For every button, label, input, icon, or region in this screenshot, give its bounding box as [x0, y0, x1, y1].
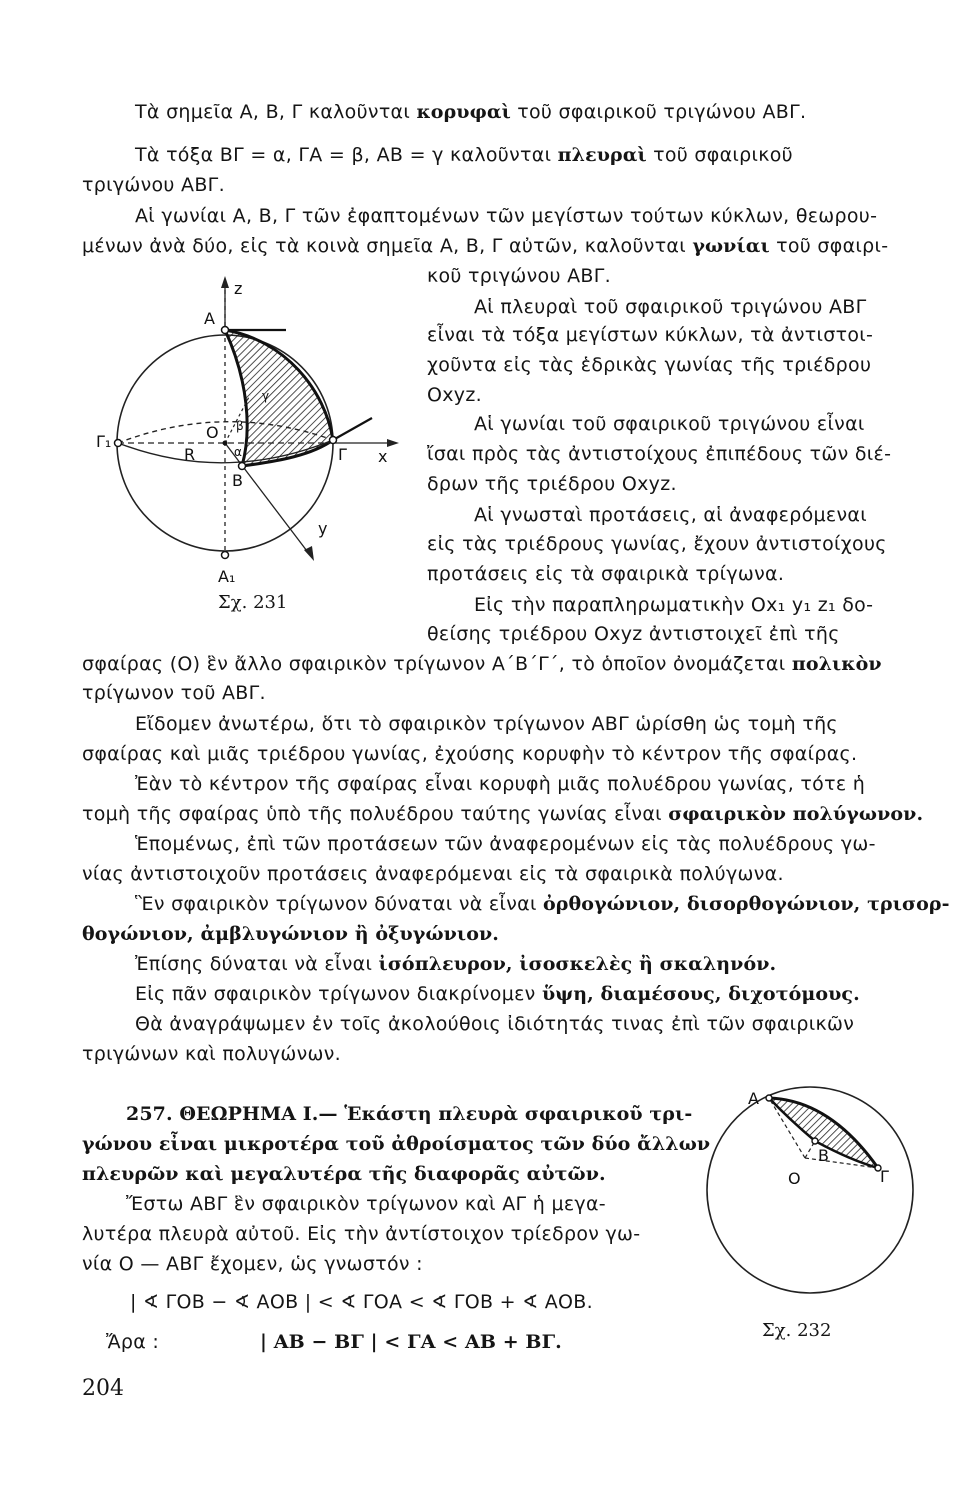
- text-line: Ἔστω ΑΒΓ ἓν σφαιρικὸν τρίγωνον καὶ ΑΓ ἡ μεγα-: [126, 1193, 606, 1215]
- text-line: Ἐὰν τὸ κέντρον τῆς σφαίρας εἶναι κορυφὴ μιᾶς πολυέδρου γωνίας, τότε ἡ: [135, 773, 866, 795]
- text-line: Ἓν σφαιρικὸν τρίγωνον δύναται νὰ εἶναι ὀρθογώνιον, δισορθογώνιον, τρισορ-: [135, 893, 950, 915]
- text-line: Εἴδομεν ἀνωτέρω, ὅτι τὸ σφαιρικὸν τρίγωνον ΑΒΓ ὡρίσθη ὡς τομὴ τῆς: [135, 713, 838, 735]
- text-line: κοῦ τριγώνου ΑΒΓ.: [427, 265, 611, 287]
- point-label-A: Α: [204, 309, 215, 328]
- point-label-O: Ο: [206, 423, 219, 442]
- point-label-G: Γ: [880, 1167, 889, 1186]
- point-label-A1: Α₁: [218, 567, 236, 586]
- text-line: ἴσαι πρὸς τὰς ἀντιστοίχους ἐπιπέδους τῶν διέ-: [427, 443, 892, 465]
- figure-caption: Σχ. 231: [218, 592, 288, 613]
- text-line: νία Ο — ΑΒΓ ἔχομεν, ὡς γνωστόν :: [82, 1253, 423, 1275]
- text-line: Αἱ γνωσταὶ προτάσεις, αἱ ἀναφερόμεναι: [474, 504, 867, 526]
- text-line: εἰς τὰς τριέδρους γωνίας, ἔχουν ἀντιστοίχους: [427, 533, 887, 555]
- text-line: θογώνιον, ἀμβλυγώνιον ἢ ὀξυγώνιον.: [82, 923, 499, 945]
- theorem-heading: 257. ΘΕΩΡΗΜΑ Ι.— Ἑκάστη πλευρὰ σφαιρικοῦ τρι-: [126, 1103, 693, 1125]
- text-line: προτάσεις εἰς τὰ σφαιρικὰ τρίγωνα.: [427, 563, 785, 585]
- text-line: δρων τῆς τριέδρου Οxyz.: [427, 473, 677, 495]
- angle-label-gamma: γ: [262, 389, 270, 403]
- text-line: Τὰ τόξα ΒΓ = α, ΓΑ = β, ΑΒ = γ καλοῦνται πλευραὶ τοῦ σφαιρικοῦ: [135, 144, 793, 166]
- text-line: σφαίρας (Ο) ἓν ἄλλο σφαιρικὸν τρίγωνον Α΄Β΄Γ΄, τὸ ὁποῖον ὀνομάζεται πολικὸν: [82, 653, 882, 675]
- text-line: λυτέρα πλευρὰ αὐτοῦ. Εἰς τὴν ἀντίστοιχον τρίεδρον γω-: [82, 1223, 641, 1245]
- text-line: Ἄρα :: [106, 1331, 160, 1353]
- page-number: 204: [82, 1376, 124, 1401]
- figure-caption: Σχ. 232: [762, 1320, 832, 1341]
- text-line: Οxyz.: [427, 384, 482, 406]
- theorem-text: πλευρῶν καὶ μεγαλυτέρα τῆς διαφορᾶς αὐτῶν.: [82, 1163, 606, 1185]
- text-line: Εἰς τὴν παραπληρωματικὴν Οx₁ y₁ z₁ δο-: [474, 594, 874, 616]
- angle-label-beta: β: [236, 419, 244, 433]
- text-line: Αἱ γωνίαι τοῦ σφαιρικοῦ τριγώνου εἶναι: [474, 413, 865, 435]
- theorem-text: γώνου εἶναι μικροτέρα τοῦ ἀθροίσματος τῶν δύο ἄλλων: [82, 1133, 711, 1155]
- formula: | ∢ ΓΟΒ − ∢ ΑΟΒ | < ∢ ΓΟΑ < ∢ ΓΟΒ + ∢ ΑΟΒ.: [130, 1291, 593, 1313]
- text-line: Ἑπομένως, ἐπὶ τῶν προτάσεων τῶν ἀναφερομένων εἰς τὰς πολυέδρους γω-: [135, 833, 876, 855]
- axis-label-z: z: [234, 279, 243, 298]
- text-line: Αἱ γωνίαι Α, Β, Γ τῶν ἐφαπτομένων τῶν μεγίστων τούτων κύκλων, θεωρου-: [135, 205, 878, 227]
- point-label-B: Β: [818, 1146, 829, 1165]
- text-line: τομὴ τῆς σφαίρας ὑπὸ τῆς πολυέδρου ταύτης γωνίας εἶναι σφαιρικὸν πολύγωνον.: [82, 803, 924, 825]
- figure-232: [700, 1080, 920, 1300]
- text-line: τριγώνου ΑΒΓ.: [82, 174, 225, 196]
- text-line: Τὰ σημεῖα Α, Β, Γ καλοῦνται κορυφαὶ τοῦ σφαιρικοῦ τριγώνου ΑΒΓ.: [135, 101, 807, 123]
- text-line: Θὰ ἀναγράψωμεν ἐν τοῖς ἀκολούθοις ἰδιότητάς τινας ἐπὶ τῶν σφαιρικῶν: [135, 1013, 855, 1035]
- point-label-A: Α: [748, 1089, 759, 1108]
- text-line: Εἰς πᾶν σφαιρικὸν τρίγωνον διακρίνομεν ὕψη, διαμέσους, διχοτόμους.: [135, 983, 860, 1005]
- axis-label-x: x: [378, 447, 388, 466]
- axis-label-y: y: [318, 519, 328, 538]
- formula-result: | ΑΒ − ΒΓ | < ΓΑ < ΑΒ + ΒΓ.: [260, 1331, 562, 1353]
- text-line: τρίγωνον τοῦ ΑΒΓ.: [82, 682, 266, 704]
- text-line: σφαίρας καὶ μιᾶς τριέδρου γωνίας, ἐχούσης κορυφὴν τὸ κέντρον τῆς σφαίρας.: [82, 743, 858, 765]
- text-line: μένων ἀνὰ δύο, εἰς τὰ κοινὰ σημεῖα Α, Β, Γ αὐτῶν, καλοῦνται γωνίαι τοῦ σφαιρι-: [82, 235, 889, 257]
- text-line: νίας ἀντιστοιχοῦν προτάσεις ἀναφερόμεναι εἰς τὰ σφαιρικὰ πολύγωνα.: [82, 863, 784, 885]
- point-label-O: Ο: [788, 1169, 801, 1188]
- text-line: εἶναι τὰ τόξα μεγίστων κύκλων, τὰ ἀντιστοι-: [427, 324, 874, 346]
- point-label-gamma1: Γ₁: [96, 432, 112, 451]
- text-line: Ἐπίσης δύναται νὰ εἶναι ἰσόπλευρον, ἰσοσκελὲς ἢ σκαληνόν.: [135, 953, 777, 975]
- radius-label: R: [184, 445, 196, 464]
- text-line: Αἱ πλευραὶ τοῦ σφαιρικοῦ τριγώνου ΑΒΓ: [474, 296, 867, 318]
- point-label-G: Γ: [338, 445, 347, 464]
- point-label-B: Β: [232, 471, 243, 490]
- angle-label-alpha: α: [234, 445, 242, 459]
- text-line: χοῦντα εἰς τὰς ἑδρικὰς γωνίας τῆς τριέδρου: [427, 354, 872, 376]
- figure-231: [78, 268, 423, 598]
- text-line: θείσης τριέδρου Οxyz ἀντιστοιχεῖ ἐπὶ τῆς: [427, 623, 840, 645]
- text-line: τριγώνων καὶ πολυγώνων.: [82, 1043, 341, 1065]
